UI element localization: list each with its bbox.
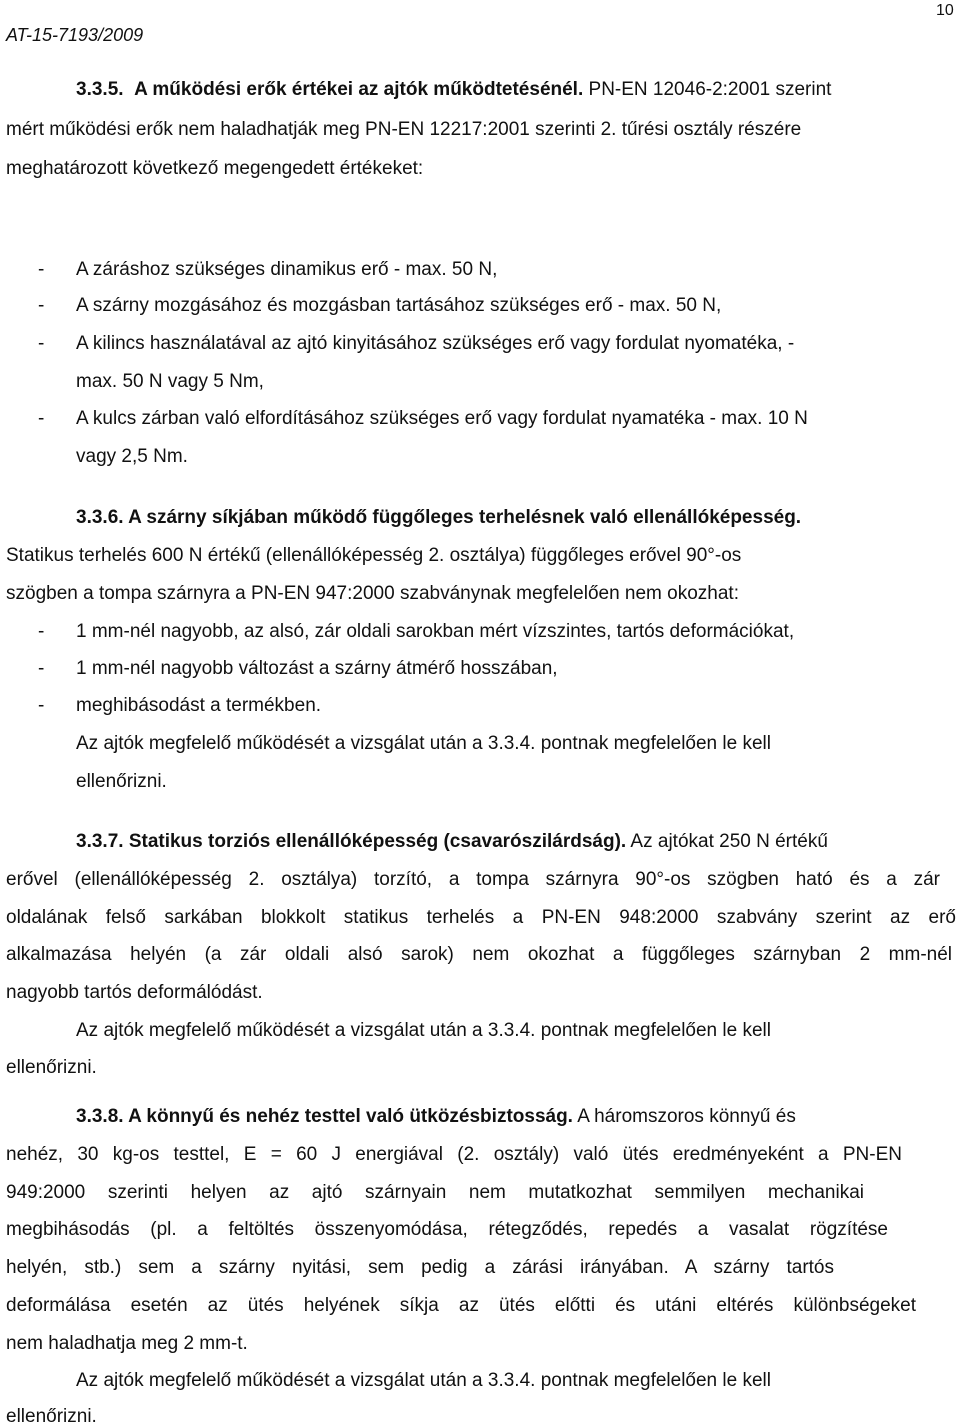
- paragraph-line: Az ajtók megfelelő működését a vizsgálat után a 3.3.4. pontnak megfelelően le kell: [76, 1020, 771, 1041]
- paragraph-text: A háromszoros könnyű és: [577, 1106, 796, 1127]
- paragraph-line: helyén, stb.) sem a szárny nyitási, sem pedig a zárási irányában. A szárny tartós: [6, 1257, 834, 1278]
- paragraph-line: ellenőrizni.: [76, 771, 167, 792]
- section-3-3-5-line-1: [76, 79, 831, 101]
- bullet-dash: -: [38, 408, 45, 429]
- paragraph-line: 949:2000 szerinti helyen az ajtó szárnyain nem mutatkozhat semmilyen mechanikai: [6, 1182, 864, 1203]
- paragraph-line: Az ajtók megfelelő működését a vizsgálat után a 3.3.4. pontnak megfelelően le kell: [76, 1370, 771, 1391]
- section-3-3-7-line-1: [76, 831, 828, 853]
- bullet-item-continued: vagy 2,5 Nm.: [76, 446, 188, 467]
- paragraph-line: mért működési erők nem haladhatják meg PN-EN 12217:2001 szerinti 2. tűrési osztály részére: [6, 119, 802, 140]
- paragraph-line: ellenőrizni.: [6, 1406, 97, 1427]
- bullet-dash: -: [38, 658, 45, 679]
- bullet-dash: -: [38, 259, 45, 280]
- bullet-dash: -: [38, 695, 45, 716]
- bullet-dash: -: [38, 621, 45, 642]
- paragraph-line: deformálása esetén az ütés helyének síkja az ütés előtti és utáni eltérés különbségeket: [6, 1295, 916, 1316]
- paragraph-text: Az ajtókat 250 N értékű: [630, 831, 828, 852]
- paragraph-text: PN-EN 12046-2:2001 szerint: [588, 79, 832, 100]
- bullet-item: A szárny mozgásához és mozgásban tartásához szükséges erő - max. 50 N,: [76, 295, 722, 316]
- paragraph-line: Statikus terhelés 600 N értékű (ellenállóképesség 2. osztálya) függőleges erővel 90°-os: [6, 545, 742, 566]
- bullet-item: meghibásodást a termékben.: [76, 695, 322, 716]
- bullet-item: 1 mm-nél nagyobb változást a szárny átmérő hosszában,: [76, 658, 558, 679]
- section-heading: 3.3.8. A könnyű és nehéz testtel való ütközésbiztosság.: [76, 1106, 573, 1127]
- paragraph-line: nagyobb tartós deformálódást.: [6, 982, 263, 1003]
- paragraph-line: szögben a tompa szárnyra a PN-EN 947:2000 szabványnak megfelelően nem okozhat:: [6, 583, 739, 604]
- section-number: 3.3.5.: [76, 79, 124, 100]
- paragraph-line: erővel (ellenállóképesség 2. osztálya) torzító, a tompa szárnyra 90°-os szögben ható és a zár: [6, 869, 940, 890]
- bullet-item: A kilincs használatával az ajtó kinyitásához szükséges erő vagy fordulat nyomatéka, -: [76, 333, 795, 354]
- section-3-3-8-line-1: [76, 1106, 796, 1128]
- document-id: AT-15-7193/2009: [6, 25, 144, 45]
- bullet-item-continued: max. 50 N vagy 5 Nm,: [76, 371, 264, 392]
- paragraph-line: megbihásodás (pl. a feltöltés összenyomódása, rétegződés, repedés a vasalat rögzítése: [6, 1219, 888, 1240]
- bullet-dash: -: [38, 295, 45, 316]
- bullet-item: A kulcs zárban való elfordításához szükséges erő vagy fordulat nyamatéka - max. 10 N: [76, 408, 808, 429]
- paragraph-line: oldalának felső sarkában blokkolt statikus terhelés a PN-EN 948:2000 szabvány szerint az erő: [6, 907, 956, 928]
- bullet-dash: -: [38, 333, 45, 354]
- bullet-item: 1 mm-nél nagyobb, az alsó, zár oldali sarokban mért vízszintes, tartós deformációkat,: [76, 621, 795, 642]
- section-heading: A működési erők értékei az ajtók működtetésénél.: [134, 79, 584, 100]
- paragraph-line: nehéz, 30 kg-os testtel, E = 60 J energiával (2. osztály) való ütés eredményeként a PN-EN: [6, 1144, 902, 1165]
- bullet-item: A záráshoz szükséges dinamikus erő - max. 50 N,: [76, 259, 498, 280]
- page-number: 10: [936, 2, 954, 19]
- paragraph-line: meghatározott következő megengedett értékeket:: [6, 158, 424, 179]
- paragraph-line: nem haladhatja meg 2 mm-t.: [6, 1333, 248, 1354]
- section-3-3-6-heading: 3.3.6. A szárny síkjában működő függőleges terhelésnek való ellenállóképesség.: [76, 507, 802, 528]
- section-heading: 3.3.7. Statikus torziós ellenállóképesség (csavarószilárdság).: [76, 831, 627, 852]
- paragraph-line: alkalmazása helyén (a zár oldali alsó sarok) nem okozhat a függőleges szárnyban 2 mm-nél: [6, 944, 952, 965]
- paragraph-line: Az ajtók megfelelő működését a vizsgálat után a 3.3.4. pontnak megfelelően le kell: [76, 733, 771, 754]
- paragraph-line: ellenőrizni.: [6, 1057, 97, 1078]
